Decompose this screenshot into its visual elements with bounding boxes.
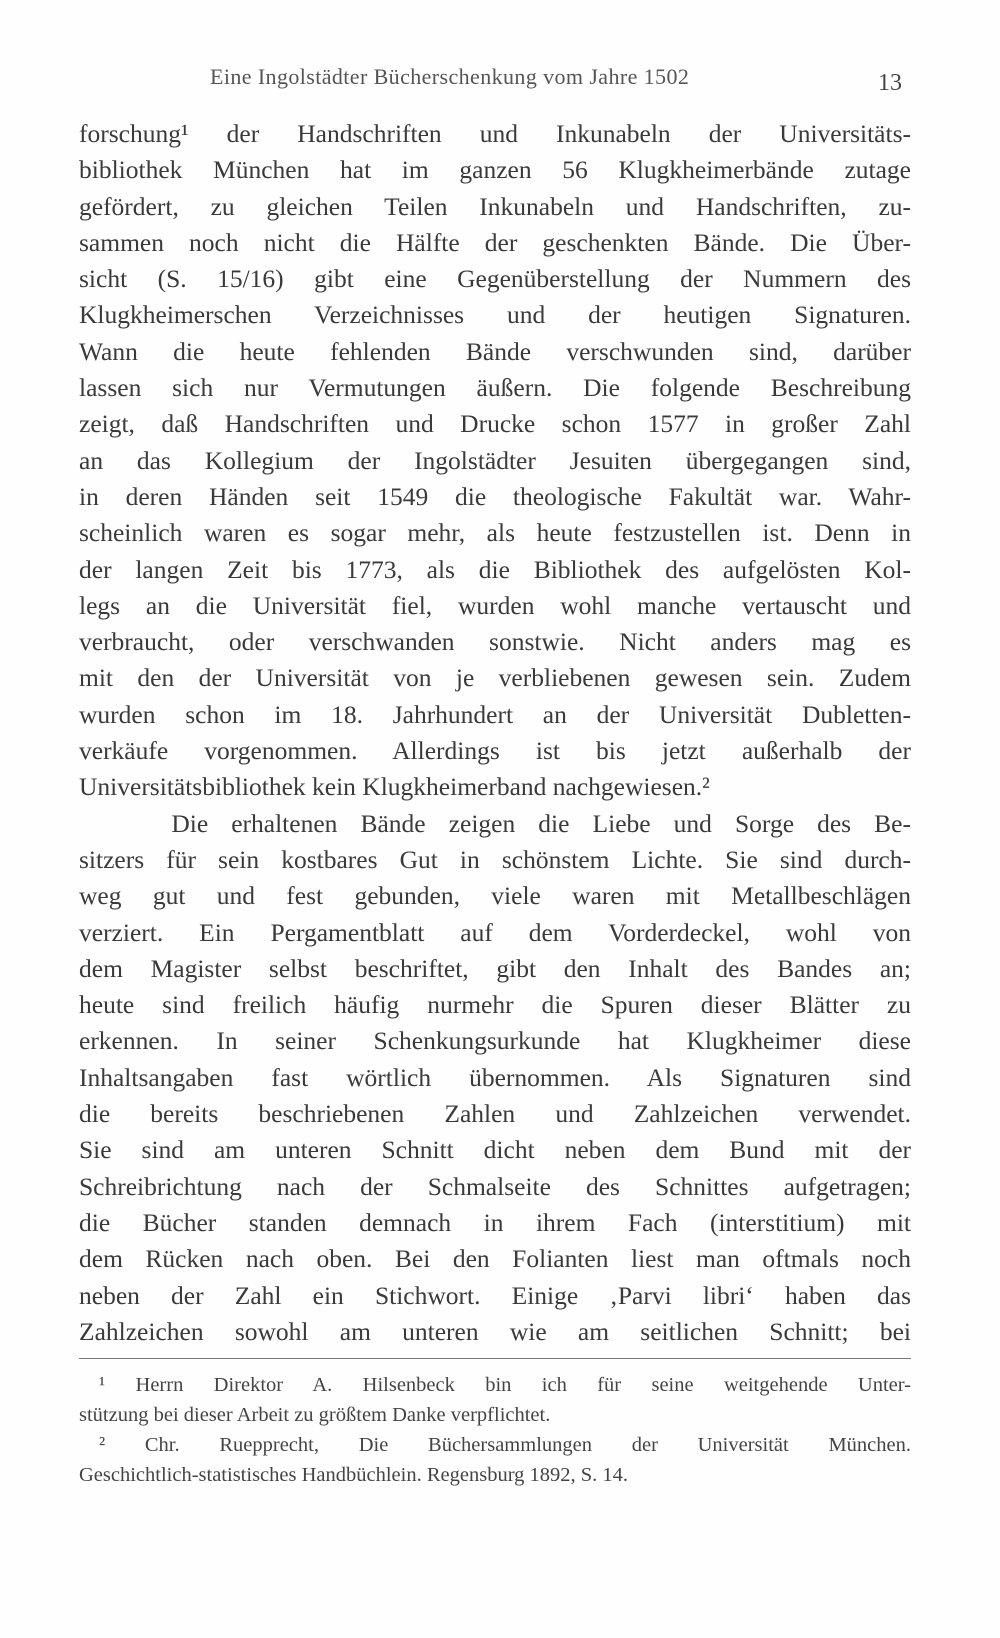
text-line: weg gut und fest gebunden, viele waren mit Metallbeschlägen [79, 881, 911, 911]
text-line: wurden schon im 18. Jahrhundert an der Universität Dubletten- [79, 699, 911, 729]
text-line: verbraucht, oder verschwanden sonstwie. Nicht anders mag es [79, 627, 911, 657]
text-line: verkäufe vorgenommen. Allerdings ist bis jetzt außerhalb der [79, 736, 911, 766]
text-line: die Bücher standen demnach in ihrem Fach (interstitium) mit [79, 1207, 911, 1237]
paragraph-end-line: Universitätsbibliothek kein Klugkheimerband nachgewiesen.² [79, 772, 710, 802]
text-line: Inhaltsangaben fast wörtlich übernommen. Als Signaturen sind [79, 1062, 911, 1092]
text-line: lassen sich nur Vermutungen äußern. Die folgende Beschreibung [79, 373, 911, 403]
text-line: Zahlzeichen sowohl am unteren wie am seitlichen Schnitt; bei [79, 1316, 911, 1346]
text-line: legs an die Universität fiel, wurden wohl manche vertauscht und [79, 590, 911, 620]
text-line: gefördert, zu gleichen Teilen Inkunabeln und Handschriften, zu- [79, 191, 911, 221]
text-line: verziert. Ein Pergamentblatt auf dem Vorderdeckel, wohl von [79, 917, 911, 947]
text-line: dem Magister selbst beschriftet, gibt den Inhalt des Bandes an; [79, 953, 911, 983]
paragraph-start-line: Die erhaltenen Bände zeigen die Liebe und Sorge des Be- [79, 808, 911, 838]
text-line: bibliothek München hat im ganzen 56 Klugkheimerbände zutage [79, 155, 911, 185]
text-line: scheinlich waren es sogar mehr, als heute festzustellen ist. Denn in [79, 518, 911, 548]
text-line: in deren Händen seit 1549 die theologische Fakultät war. Wahr- [79, 481, 911, 511]
body-text [79, 116, 911, 1350]
text-line: neben der Zahl ein Stichwort. Einige ‚Parvi libri‘ haben das [79, 1280, 911, 1310]
text-line: zeigt, daß Handschriften und Drucke schon 1577 in großer Zahl [79, 409, 911, 439]
running-head: Eine Ingolstädter Bücherschenkung vom Jahre 1502 [210, 64, 690, 89]
footnote-2-line: Geschichtlich-statistisches Handbüchlein. Regensburg 1892, S. 14. [79, 1464, 629, 1486]
footnote-1-line: stützung bei dieser Arbeit zu größtem Danke verpflichtet. [79, 1404, 551, 1426]
footnote-divider [79, 1358, 911, 1359]
footnotes [79, 1370, 911, 1490]
text-line: forschung¹ der Handschriften und Inkunabeln der Universitäts- [79, 119, 911, 148]
text-line: Schreibrichtung nach der Schmalseite des Schnittes aufgetragen; [79, 1171, 911, 1201]
text-line: mit den der Universität von je verbliebenen gewesen sein. Zudem [79, 663, 911, 693]
footnote-2-line: ² Chr. Ruepprecht, Die Büchersammlungen der Universität München. [99, 1434, 911, 1456]
text-line: sammen noch nicht die Hälfte der geschenkten Bände. Die Über- [79, 227, 911, 257]
text-line: Klugkheimerschen Verzeichnisses und der heutigen Signaturen. [79, 300, 911, 330]
text-line: sicht (S. 15/16) gibt eine Gegenüberstellung der Nummern des [79, 264, 911, 294]
text-line: an das Kollegium der Ingolstädter Jesuiten übergegangen sind, [79, 445, 911, 475]
footnote-1-line: ¹ Herrn Direktor A. Hilsenbeck bin ich für seine weitgehende Unter- [99, 1374, 911, 1396]
text-line: Wann die heute fehlenden Bände verschwunden sind, darüber [79, 336, 911, 366]
text-line: dem Rücken nach oben. Bei den Folianten liest man oftmals noch [79, 1244, 911, 1274]
text-line: der langen Zeit bis 1773, als die Bibliothek des aufgelösten Kol- [79, 554, 911, 584]
text-line: sitzers für sein kostbares Gut in schönstem Lichte. Sie sind durch- [79, 844, 911, 874]
text-line: die bereits beschriebenen Zahlen und Zahlzeichen verwendet. [79, 1099, 911, 1129]
page-number: 13 [878, 70, 902, 96]
text-line: erkennen. In seiner Schenkungsurkunde hat Klugkheimer diese [79, 1026, 911, 1056]
text-line: heute sind freilich häufig nurmehr die Spuren dieser Blätter zu [79, 990, 911, 1020]
text-line: Sie sind am unteren Schnitt dicht neben dem Bund mit der [79, 1135, 911, 1165]
